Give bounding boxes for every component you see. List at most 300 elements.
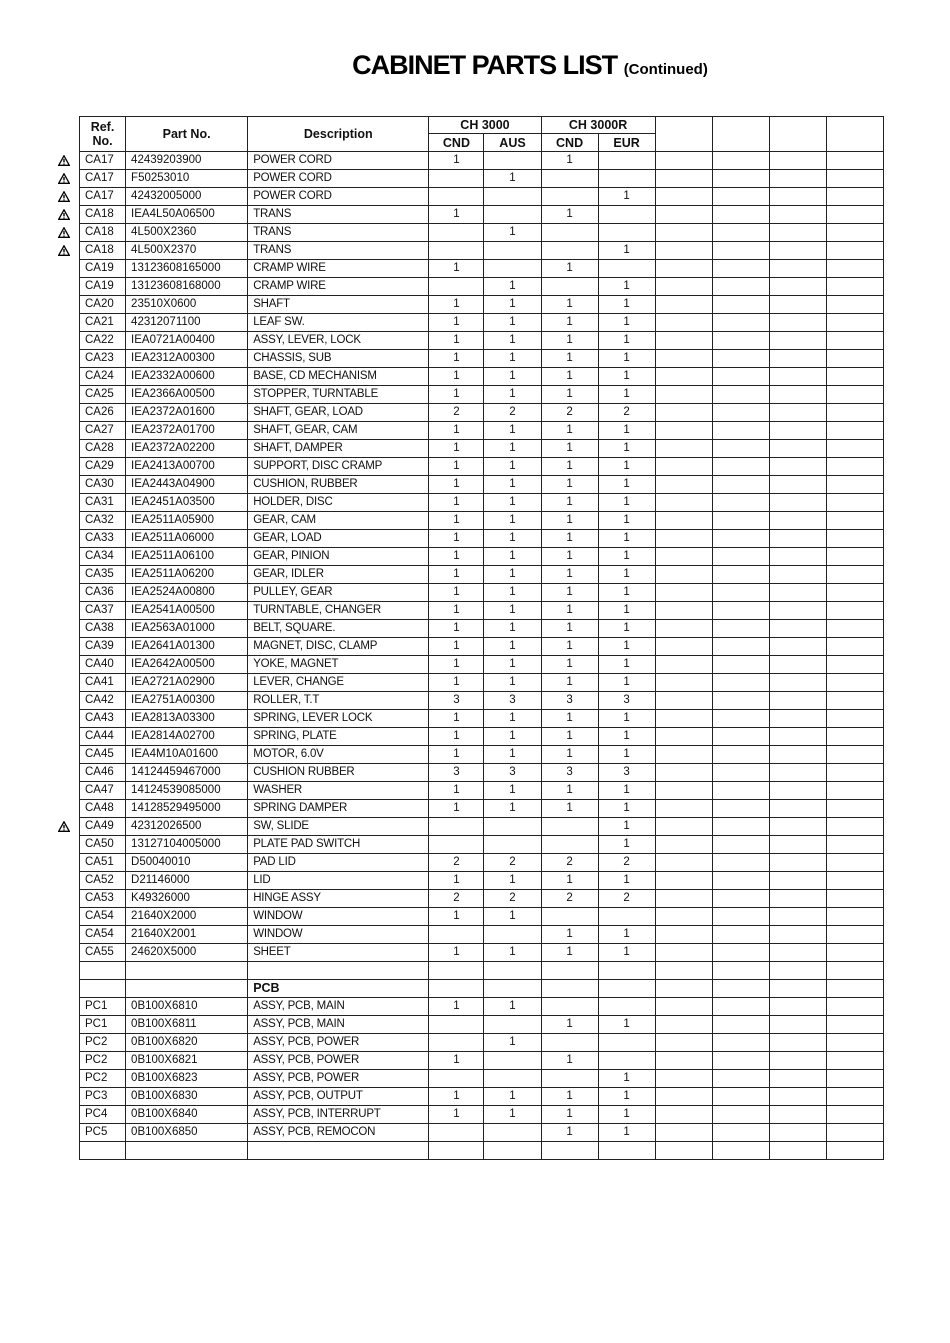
qty-cell xyxy=(541,1070,598,1088)
empty-cell xyxy=(712,296,769,314)
empty-cell xyxy=(655,476,712,494)
empty-cell xyxy=(769,386,826,404)
empty-cell xyxy=(712,602,769,620)
part-no-cell: 24620X5000 xyxy=(126,944,248,962)
qty-cell: 1 xyxy=(598,386,655,404)
qty-cell: 1 xyxy=(541,422,598,440)
ref-no-cell: PC4 xyxy=(80,1106,126,1124)
empty-cell xyxy=(541,962,598,980)
empty-cell xyxy=(826,1142,883,1160)
ref-no-cell: CA38 xyxy=(80,620,126,638)
empty-cell xyxy=(598,962,655,980)
qty-cell: 1 xyxy=(541,368,598,386)
empty-cell xyxy=(826,296,883,314)
empty-cell xyxy=(712,368,769,386)
qty-cell: 1 xyxy=(541,1052,598,1070)
table-row xyxy=(80,692,884,710)
empty-cell xyxy=(826,836,883,854)
part-no-cell: IEA2641A01300 xyxy=(126,638,248,656)
part-no-cell: 0B100X6820 xyxy=(126,1034,248,1052)
empty-cell xyxy=(655,746,712,764)
qty-cell: 1 xyxy=(598,314,655,332)
part-no-cell: IEA2524A00800 xyxy=(126,584,248,602)
description-cell: STOPPER, TURNTABLE xyxy=(248,386,429,404)
ref-no-cell: PC3 xyxy=(80,1088,126,1106)
description-cell: SHAFT, DAMPER xyxy=(248,440,429,458)
qty-cell: 1 xyxy=(541,710,598,728)
empty-cell xyxy=(712,836,769,854)
empty-cell xyxy=(429,962,484,980)
empty-cell xyxy=(80,980,126,998)
qty-cell: 1 xyxy=(541,494,598,512)
empty-cell xyxy=(655,854,712,872)
qty-cell: 1 xyxy=(541,782,598,800)
qty-cell: 1 xyxy=(484,548,541,566)
description-cell: PLATE PAD SWITCH xyxy=(248,836,429,854)
description-cell: SPRING DAMPER xyxy=(248,800,429,818)
header-model-ch3000r: CH 3000R xyxy=(541,117,655,134)
description-cell: GEAR, LOAD xyxy=(248,530,429,548)
qty-cell: 2 xyxy=(541,890,598,908)
empty-cell xyxy=(826,710,883,728)
part-no-cell: 0B100X6810 xyxy=(126,998,248,1016)
empty-cell xyxy=(655,890,712,908)
description-cell: ASSY, PCB, OUTPUT xyxy=(248,1088,429,1106)
header-region: EUR xyxy=(598,134,655,152)
caution-triangle-icon xyxy=(58,191,70,202)
empty-cell xyxy=(769,548,826,566)
empty-cell xyxy=(712,728,769,746)
ref-no-cell: CA44 xyxy=(80,728,126,746)
empty-cell xyxy=(712,386,769,404)
empty-cell xyxy=(826,170,883,188)
qty-cell xyxy=(541,836,598,854)
qty-cell: 1 xyxy=(541,620,598,638)
empty-cell xyxy=(769,422,826,440)
empty-cell xyxy=(712,548,769,566)
empty-cell xyxy=(655,188,712,206)
empty-cell xyxy=(655,1016,712,1034)
qty-cell: 1 xyxy=(598,1124,655,1142)
empty-cell xyxy=(712,998,769,1016)
empty-cell xyxy=(655,494,712,512)
empty-cell xyxy=(769,296,826,314)
ref-no-cell: CA53 xyxy=(80,890,126,908)
qty-cell: 1 xyxy=(484,458,541,476)
ref-no-cell: CA52 xyxy=(80,872,126,890)
empty-cell xyxy=(712,278,769,296)
qty-cell xyxy=(541,224,598,242)
empty-cell xyxy=(826,152,883,170)
part-no-cell: 0B100X6823 xyxy=(126,1070,248,1088)
qty-cell: 1 xyxy=(484,800,541,818)
empty-cell xyxy=(712,872,769,890)
ref-no-cell: CA36 xyxy=(80,584,126,602)
empty-cell xyxy=(126,962,248,980)
empty-cell xyxy=(769,170,826,188)
empty-cell xyxy=(826,1070,883,1088)
empty-cell xyxy=(769,656,826,674)
qty-cell: 1 xyxy=(598,458,655,476)
qty-cell: 2 xyxy=(484,854,541,872)
empty-cell xyxy=(769,1142,826,1160)
empty-cell xyxy=(655,1052,712,1070)
part-no-cell: IEA2541A00500 xyxy=(126,602,248,620)
empty-cell xyxy=(126,1142,248,1160)
empty-cell xyxy=(826,800,883,818)
qty-cell xyxy=(484,242,541,260)
qty-cell xyxy=(429,1016,484,1034)
table-row xyxy=(80,296,884,314)
description-cell: CRAMP WIRE xyxy=(248,278,429,296)
qty-cell: 1 xyxy=(484,278,541,296)
ref-no-cell: CA18 xyxy=(80,242,126,260)
empty-cell xyxy=(826,926,883,944)
empty-cell xyxy=(769,980,826,998)
table-row xyxy=(80,1070,884,1088)
empty-cell xyxy=(655,638,712,656)
empty-cell xyxy=(769,494,826,512)
table-row xyxy=(80,746,884,764)
empty-cell xyxy=(826,314,883,332)
qty-cell: 1 xyxy=(429,584,484,602)
empty-cell xyxy=(769,1070,826,1088)
empty-cell xyxy=(655,782,712,800)
empty-cell xyxy=(429,1142,484,1160)
description-cell: HINGE ASSY xyxy=(248,890,429,908)
empty-cell xyxy=(769,206,826,224)
qty-cell xyxy=(429,1124,484,1142)
empty-cell xyxy=(769,350,826,368)
qty-cell: 1 xyxy=(598,350,655,368)
empty-cell xyxy=(655,314,712,332)
ref-no-cell: CA31 xyxy=(80,494,126,512)
empty-cell xyxy=(712,746,769,764)
qty-cell xyxy=(429,242,484,260)
part-no-cell: IEA2372A01600 xyxy=(126,404,248,422)
qty-cell: 1 xyxy=(598,242,655,260)
description-cell: CRAMP WIRE xyxy=(248,260,429,278)
empty-cell xyxy=(826,494,883,512)
qty-cell: 1 xyxy=(429,566,484,584)
description-cell: ASSY, PCB, POWER xyxy=(248,1034,429,1052)
description-cell: WASHER xyxy=(248,782,429,800)
ref-no-cell: CA30 xyxy=(80,476,126,494)
empty-cell xyxy=(655,278,712,296)
table-row xyxy=(80,512,884,530)
qty-cell: 1 xyxy=(541,350,598,368)
qty-cell: 1 xyxy=(429,206,484,224)
caution-triangle-icon xyxy=(58,209,70,220)
description-cell: TURNTABLE, CHANGER xyxy=(248,602,429,620)
table-row xyxy=(80,530,884,548)
part-no-cell: IEA2366A00500 xyxy=(126,386,248,404)
qty-cell: 1 xyxy=(484,566,541,584)
qty-cell xyxy=(598,206,655,224)
part-no-cell: IEA2813A03300 xyxy=(126,710,248,728)
empty-cell xyxy=(826,980,883,998)
qty-cell: 1 xyxy=(541,728,598,746)
table-row xyxy=(80,728,884,746)
empty-cell xyxy=(769,962,826,980)
empty-cell xyxy=(712,1034,769,1052)
empty-cell xyxy=(712,530,769,548)
qty-cell: 2 xyxy=(598,890,655,908)
empty-cell xyxy=(826,224,883,242)
qty-cell: 3 xyxy=(541,692,598,710)
qty-cell xyxy=(429,224,484,242)
empty-cell xyxy=(769,224,826,242)
ref-no-cell: CA27 xyxy=(80,422,126,440)
empty-cell xyxy=(826,638,883,656)
qty-cell: 1 xyxy=(541,1106,598,1124)
empty-cell xyxy=(712,332,769,350)
header-region: CND xyxy=(541,134,598,152)
description-cell: SPRING, PLATE xyxy=(248,728,429,746)
qty-cell: 1 xyxy=(429,800,484,818)
table-row xyxy=(80,1124,884,1142)
table-row xyxy=(80,800,884,818)
qty-cell: 1 xyxy=(541,800,598,818)
ref-no-cell: CA54 xyxy=(80,908,126,926)
qty-cell xyxy=(484,836,541,854)
page-title xyxy=(0,50,950,81)
empty-cell xyxy=(712,782,769,800)
table-row xyxy=(80,206,884,224)
empty-cell xyxy=(484,1142,541,1160)
empty-cell xyxy=(655,296,712,314)
qty-cell: 2 xyxy=(598,854,655,872)
table-row xyxy=(80,350,884,368)
header-region: CND xyxy=(429,134,484,152)
empty-cell xyxy=(826,728,883,746)
part-no-cell: 42312071100 xyxy=(126,314,248,332)
qty-cell: 1 xyxy=(598,566,655,584)
empty-cell xyxy=(769,530,826,548)
table-row xyxy=(80,1052,884,1070)
part-no-cell: IEA2751A00300 xyxy=(126,692,248,710)
description-cell: WINDOW xyxy=(248,926,429,944)
table-row xyxy=(80,422,884,440)
parts-table xyxy=(79,116,884,1160)
empty-cell xyxy=(712,800,769,818)
qty-cell: 1 xyxy=(429,746,484,764)
empty-cell xyxy=(712,422,769,440)
empty-cell xyxy=(655,224,712,242)
empty-cell xyxy=(769,692,826,710)
part-no-cell: F50253010 xyxy=(126,170,248,188)
qty-cell: 1 xyxy=(484,584,541,602)
table-row xyxy=(80,242,884,260)
header-ref xyxy=(80,117,126,152)
part-no-cell: 42439203900 xyxy=(126,152,248,170)
part-no-cell: IEA2563A01000 xyxy=(126,620,248,638)
qty-cell: 1 xyxy=(541,440,598,458)
description-cell: GEAR, CAM xyxy=(248,512,429,530)
empty-cell xyxy=(712,242,769,260)
empty-cell xyxy=(655,674,712,692)
empty-cell xyxy=(655,1070,712,1088)
qty-cell: 1 xyxy=(484,872,541,890)
empty-cell xyxy=(826,440,883,458)
empty-cell xyxy=(826,584,883,602)
empty-cell xyxy=(712,1142,769,1160)
qty-cell: 1 xyxy=(541,530,598,548)
empty-cell xyxy=(598,1142,655,1160)
empty-cell xyxy=(826,1088,883,1106)
empty-cell xyxy=(655,818,712,836)
qty-cell: 1 xyxy=(484,728,541,746)
empty-cell xyxy=(769,800,826,818)
qty-cell: 1 xyxy=(541,746,598,764)
qty-cell xyxy=(484,1124,541,1142)
ref-no-cell: CA24 xyxy=(80,368,126,386)
qty-cell: 1 xyxy=(541,458,598,476)
qty-cell: 1 xyxy=(598,800,655,818)
part-no-cell: IEA2312A00300 xyxy=(126,350,248,368)
qty-cell: 2 xyxy=(429,854,484,872)
description-cell: CUSHION, RUBBER xyxy=(248,476,429,494)
ref-no-cell: CA18 xyxy=(80,224,126,242)
ref-no-cell: CA25 xyxy=(80,386,126,404)
qty-cell xyxy=(429,818,484,836)
table-row xyxy=(80,1016,884,1034)
qty-cell: 1 xyxy=(541,584,598,602)
empty-cell xyxy=(769,332,826,350)
qty-cell: 1 xyxy=(484,656,541,674)
caution-triangle-icon xyxy=(58,245,70,256)
empty-cell xyxy=(769,818,826,836)
qty-cell: 1 xyxy=(541,926,598,944)
part-no-cell: IEA2511A05900 xyxy=(126,512,248,530)
empty-cell xyxy=(655,242,712,260)
empty-cell xyxy=(655,962,712,980)
qty-cell: 1 xyxy=(598,620,655,638)
ref-no-cell: CA35 xyxy=(80,566,126,584)
table-row xyxy=(80,944,884,962)
empty-cell xyxy=(769,602,826,620)
qty-cell: 1 xyxy=(598,422,655,440)
part-no-cell: IEA2443A04900 xyxy=(126,476,248,494)
table-body xyxy=(80,152,884,1160)
table-row xyxy=(80,890,884,908)
empty-cell xyxy=(655,710,712,728)
qty-cell: 1 xyxy=(598,584,655,602)
description-cell: YOKE, MAGNET xyxy=(248,656,429,674)
description-cell: ASSY, PCB, MAIN xyxy=(248,998,429,1016)
header-region: AUS xyxy=(484,134,541,152)
qty-cell: 1 xyxy=(484,908,541,926)
ref-no-cell: CA20 xyxy=(80,296,126,314)
qty-cell: 1 xyxy=(541,296,598,314)
empty-cell xyxy=(769,890,826,908)
empty-cell xyxy=(769,764,826,782)
part-no-cell: 0B100X6811 xyxy=(126,1016,248,1034)
qty-cell: 1 xyxy=(484,998,541,1016)
qty-cell: 1 xyxy=(429,944,484,962)
ref-no-cell: PC5 xyxy=(80,1124,126,1142)
qty-cell: 1 xyxy=(598,872,655,890)
qty-cell xyxy=(429,188,484,206)
qty-cell: 3 xyxy=(429,692,484,710)
qty-cell: 1 xyxy=(484,296,541,314)
empty-cell xyxy=(655,692,712,710)
empty-cell xyxy=(769,152,826,170)
qty-cell: 3 xyxy=(484,692,541,710)
qty-cell: 1 xyxy=(598,656,655,674)
empty-cell xyxy=(769,728,826,746)
empty-cell xyxy=(769,476,826,494)
qty-cell: 1 xyxy=(541,1016,598,1034)
empty-cell xyxy=(769,440,826,458)
qty-cell: 1 xyxy=(484,530,541,548)
qty-cell: 1 xyxy=(484,350,541,368)
ref-no-cell: CA55 xyxy=(80,944,126,962)
ref-no-cell: CA26 xyxy=(80,404,126,422)
ref-no-cell: CA19 xyxy=(80,278,126,296)
empty-cell xyxy=(712,1016,769,1034)
table-row xyxy=(80,926,884,944)
qty-cell: 1 xyxy=(484,1088,541,1106)
ref-no-cell: CA54 xyxy=(80,926,126,944)
qty-cell: 1 xyxy=(429,368,484,386)
part-no-cell: IEA0721A00400 xyxy=(126,332,248,350)
qty-cell: 1 xyxy=(541,512,598,530)
description-cell: GEAR, PINION xyxy=(248,548,429,566)
table-row xyxy=(80,458,884,476)
empty-cell xyxy=(826,458,883,476)
qty-cell xyxy=(541,170,598,188)
qty-cell: 1 xyxy=(598,476,655,494)
description-cell: ASSY, PCB, INTERRUPT xyxy=(248,1106,429,1124)
empty-cell xyxy=(712,854,769,872)
caution-triangle-icon xyxy=(58,155,70,166)
empty-cell xyxy=(769,242,826,260)
section-row xyxy=(80,980,884,998)
caution-triangle-icon xyxy=(58,227,70,238)
empty-cell xyxy=(769,872,826,890)
header-blank xyxy=(655,117,712,152)
qty-cell xyxy=(541,818,598,836)
empty-cell xyxy=(826,566,883,584)
empty-cell xyxy=(712,314,769,332)
table-row xyxy=(80,170,884,188)
qty-cell: 1 xyxy=(598,278,655,296)
empty-cell xyxy=(712,1106,769,1124)
blank-row xyxy=(80,962,884,980)
qty-cell: 1 xyxy=(598,944,655,962)
qty-cell xyxy=(598,170,655,188)
qty-cell: 1 xyxy=(598,494,655,512)
qty-cell: 1 xyxy=(541,872,598,890)
description-cell: SHAFT xyxy=(248,296,429,314)
part-no-cell: IEA4M10A01600 xyxy=(126,746,248,764)
qty-cell: 1 xyxy=(541,656,598,674)
ref-no-cell: CA17 xyxy=(80,152,126,170)
qty-cell: 1 xyxy=(598,674,655,692)
qty-cell: 1 xyxy=(598,1088,655,1106)
ref-no-cell: CA21 xyxy=(80,314,126,332)
table-row xyxy=(80,278,884,296)
table-row xyxy=(80,854,884,872)
qty-cell: 1 xyxy=(429,998,484,1016)
header-part-no: Part No. xyxy=(126,117,248,152)
table-row xyxy=(80,602,884,620)
qty-cell: 1 xyxy=(429,296,484,314)
empty-cell xyxy=(826,998,883,1016)
caution-triangle-icon xyxy=(58,821,70,832)
description-cell: ASSY, PCB, POWER xyxy=(248,1070,429,1088)
